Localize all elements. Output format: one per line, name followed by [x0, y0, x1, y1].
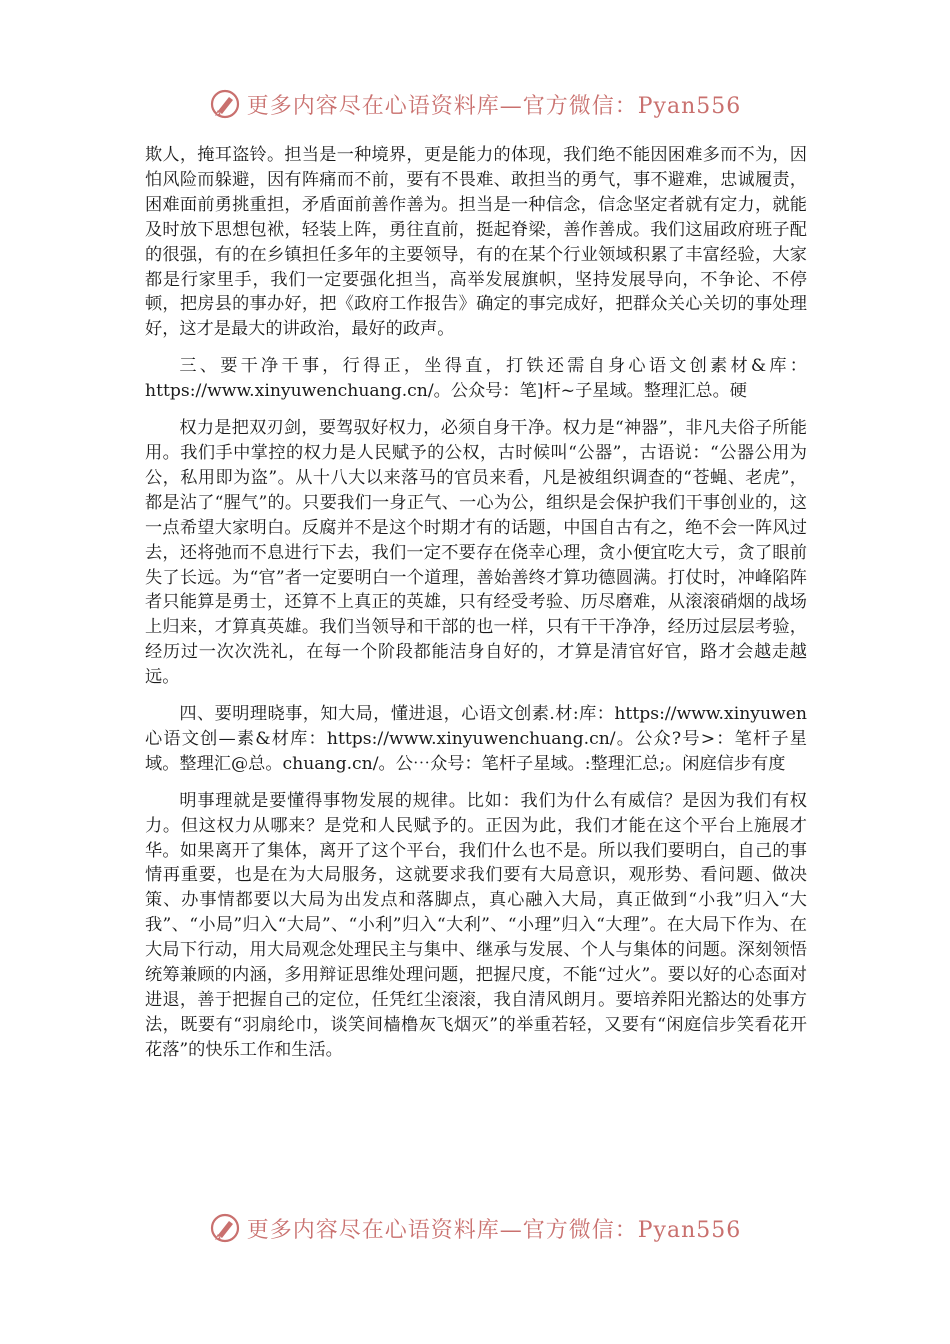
section-heading: 三、要干净干事，行得正，坐得直，打铁还需自身心语文创素材&库：https://www.xinyuwenchuang.cn/。公众号：笔]杆~子星域。整理汇总。硬: [145, 356, 807, 402]
paragraph: 欺人，掩耳盗铃。担当是一种境界，更是能力的体现，我们绝不能因困难多而不为，因怕风险而躲避，因有阵痛而不前，要有不畏难、敢担当的勇气，事不避难，忠诚履责，困难面前勇挑重担，矛盾面前善作善为。担当是一种信念，信念坚定者就有定力，就能及时放下思想包袱，轻装上阵，勇往直前，挺起脊梁，善作善成。我们这届政府班子配的很强，有的在乡镇担任多年的主要领导，有的在某个行业领域积累了丰富经验，大家都是行家里手，我们一定要强化担当，高举发展旗帜，坚持发展导向，不争论、不停顿，把房县的事办好，把《政府工作报告》确定的事完成好，把群众关心关切的事处理好，这才是最大的讲政治，最好的政声。: [145, 145, 807, 340]
paragraph: 权力是把双刃剑，要驾驭好权力，必须自身干净。权力是“神器”，非凡夫俗子所能用。我们手中掌控的权力是人民赋予的公权，古时候叫“公器”，古语说：“公器公用为公，私用即为盗”。从十八大以来落马的官员来看，凡是被组织调查的“苍蝇、老虎”，都是沾了“腥气”的。只要我们一身正气、一心为公，组织是会保护我们干事创业的，这一点希望大家明白。反腐并不是这个时期才有的话题，中国自古有之，绝不会一阵风过去，还将弛而不息进行下去，我们一定不要存在侥幸心理，贪小便宜吃大亏，贪了眼前失了长远。为“官”者一定要明白一个道理，善始善终才算功德圆满。打仗时，冲峰陷阵者只能算是勇士，还算不上真正的英雄，只有经受考验、历尽磨难，从滚滚硝烟的战场上归来，才算真英雄。我们当领导和干部的也一样，只有干干净净，经历过层层考验，经历过一次次洗礼，在每一个阶段都能洁身自好的，才算是清官好官，路才会越走越远。: [145, 418, 807, 688]
pen-nib-icon: [209, 1212, 241, 1244]
header-banner: [0, 84, 950, 124]
pen-nib-icon: [209, 88, 241, 120]
footer-banner-text: 更多内容尽在心语资料库—官方微信：Pyan556: [246, 1217, 742, 1243]
footer-banner: [0, 1208, 950, 1248]
header-banner-text: 更多内容尽在心语资料库—官方微信：Pyan556: [246, 93, 742, 119]
document-body: [145, 143, 807, 1063]
section-heading: 四、要明理晓事，知大局，懂进退，心语文创素.材:库：https://www.xinyuwen心语文创—素&材库：https://www.xinyuwenchuang.cn/。公众?号>：笔杆子星域。整理汇@总。chuang.cn/。公⋯众号：笔杆子星域。:整理汇总;。闲庭信步有度: [145, 704, 807, 774]
paragraph: 明事理就是要懂得事物发展的规律。比如：我们为什么有威信？是因为我们有权力。但这权力从哪来？是党和人民赋予的。正因为此，我们才能在这个平台上施展才华。如果离开了集体，离开了这个平台，我们什么也不是。所以我们要明白，自己的事情再重要，也是在为大局服务，这就要求我们要有大局意识，观形势、看问题、做决策、办事情都要以大局为出发点和落脚点，真心融入大局，真正做到“小我”归入“大我”、“小局”归入“大局”、“小利”归入“大利”、“小理”归入“大理”。在大局下作为、在大局下行动，用大局观念处理民主与集中、继承与发展、个人与集体的问题。深刻领悟统筹兼顾的内涵，多用辩证思维处理问题，把握尺度，不能“过火”。要以好的心态面对进退，善于把握自己的定位，任凭红尘滚滚，我自清风朗月。要培养阳光豁达的处事方法，既要有“羽扇纶巾，谈笑间樯橹灰飞烟灭”的举重若轻，又要有“闲庭信步笑看花开花落”的快乐工作和生活。: [145, 790, 807, 1060]
